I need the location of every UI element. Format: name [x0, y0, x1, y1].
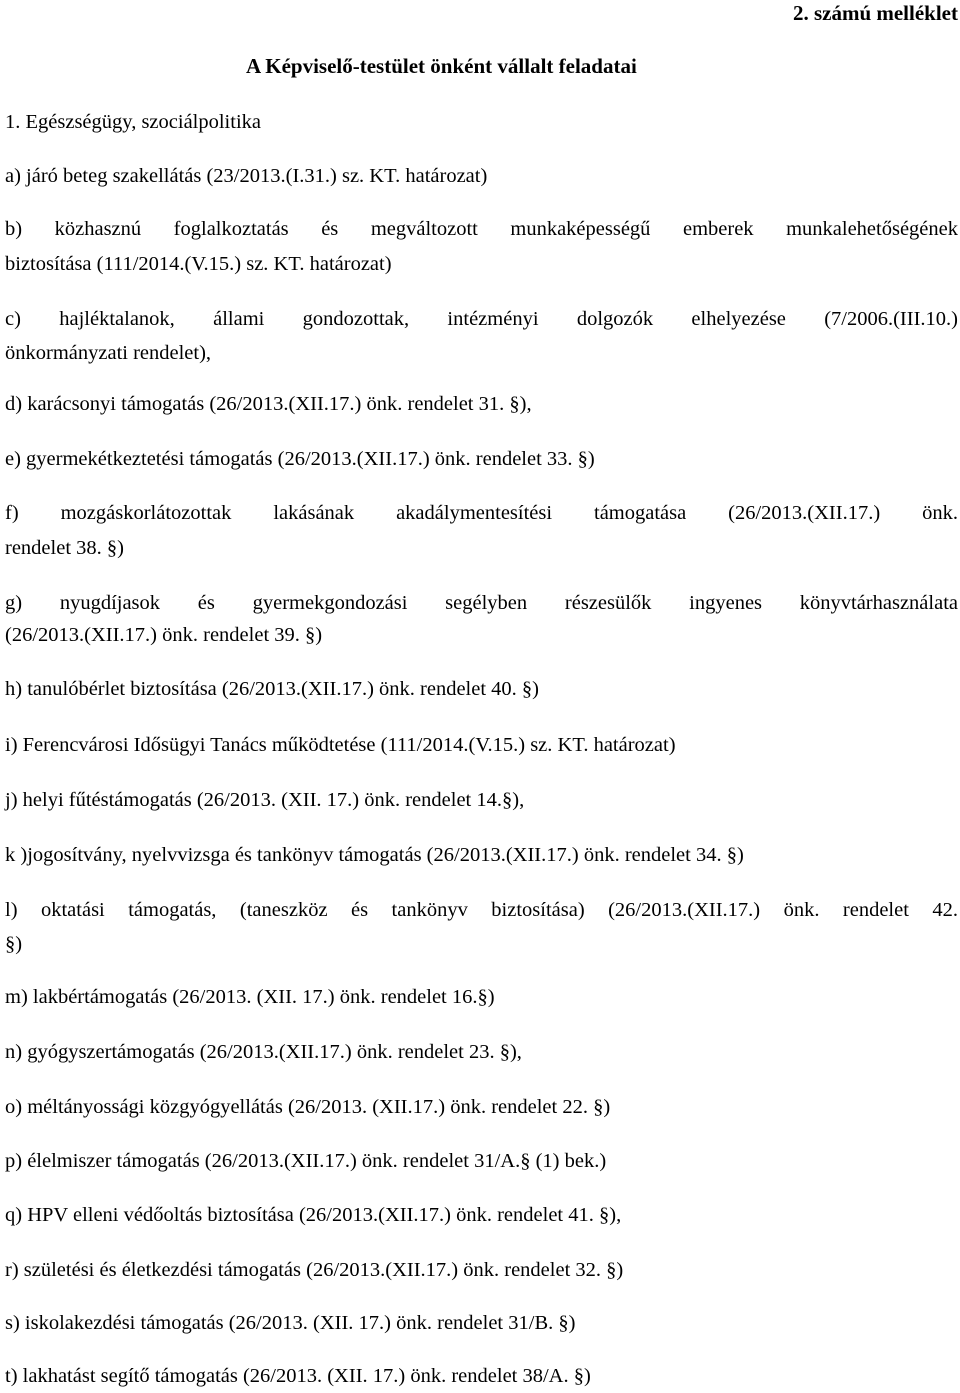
list-item-p: p) élelmiszer támogatás (26/2013.(XII.17.) önk. rendelet 31/A.§ (1) bek.): [5, 1150, 607, 1172]
list-item-s: s) iskolakezdési támogatás (26/2013. (XII. 17.) önk. rendelet 31/B. §): [5, 1312, 576, 1334]
list-item-c: c) hajléktalanok, állami gondozottak, intézményi dolgozók elhelyezése (7/2006.(III.10.): [5, 308, 958, 330]
list-item-k: k )jogosítvány, nyelvvizsga és tankönyv támogatás (26/2013.(XII.17.) önk. rendelet 34. §): [5, 844, 744, 866]
list-item-b: b) közhasznú foglalkoztatás és megváltozott munkaképességű emberek munkalehetőségének: [5, 218, 958, 240]
annex-label: 2. számú melléklet: [792, 1, 958, 25]
list-item-h: h) tanulóbérlet biztosítása (26/2013.(XII.17.) önk. rendelet 40. §): [5, 678, 539, 700]
list-item-m: m) lakbértámogatás (26/2013. (XII. 17.) önk. rendelet 16.§): [5, 986, 495, 1008]
list-item-d: d) karácsonyi támogatás (26/2013.(XII.17.) önk. rendelet 31. §),: [5, 393, 532, 415]
list-item-n: n) gyógyszertámogatás (26/2013.(XII.17.) önk. rendelet 23. §),: [5, 1041, 522, 1063]
list-item-e: e) gyermekétkeztetési támogatás (26/2013.(XII.17.) önk. rendelet 33. §): [5, 448, 595, 470]
list-item-j: j) helyi fűtéstámogatás (26/2013. (XII. 17.) önk. rendelet 14.§),: [5, 789, 525, 811]
list-item-f: f) mozgáskorlátozottak lakásának akadálymentesítési támogatása (26/2013.(XII.17.) önk.: [5, 502, 958, 524]
section-heading: 1. Egészségügy, szociálpolitika: [5, 111, 261, 133]
list-item-i: i) Ferencvárosi Idősügyi Tanács működtetése (111/2014.(V.15.) sz. KT. határozat): [5, 734, 676, 756]
list-item-r: r) születési és életkezdési támogatás (26/2013.(XII.17.) önk. rendelet 32. §): [5, 1259, 624, 1281]
list-item-l: l) oktatási támogatás, (taneszköz és tankönyv biztosítása) (26/2013.(XII.17.) önk. rendelet 42.: [5, 899, 958, 921]
list-item-q: q) HPV elleni védőoltás biztosítása (26/2013.(XII.17.) önk. rendelet 41. §),: [5, 1204, 622, 1226]
list-item-t: t) lakhatást segítő támogatás (26/2013. (XII. 17.) önk. rendelet 38/A. §): [5, 1365, 591, 1387]
list-item-a: a) járó beteg szakellátás (23/2013.(I.31.) sz. KT. határozat): [5, 165, 488, 187]
list-item-g-cont: (26/2013.(XII.17.) önk. rendelet 39. §): [5, 624, 323, 646]
list-item-c-cont: önkormányzati rendelet),: [5, 342, 212, 364]
list-item-f-cont: rendelet 38. §): [5, 537, 124, 559]
list-item-o: o) méltányossági közgyógyellátás (26/2013. (XII.17.) önk. rendelet 22. §): [5, 1096, 611, 1118]
list-item-l-cont: §): [5, 933, 23, 955]
list-item-g: g) nyugdíjasok és gyermekgondozási segélyben részesülők ingyenes könyvtárhasználata: [5, 592, 958, 614]
list-item-b-cont: biztosítása (111/2014.(V.15.) sz. KT. határozat): [5, 253, 392, 275]
document-title: A Képviselő-testület önként vállalt feladatai: [246, 54, 637, 78]
